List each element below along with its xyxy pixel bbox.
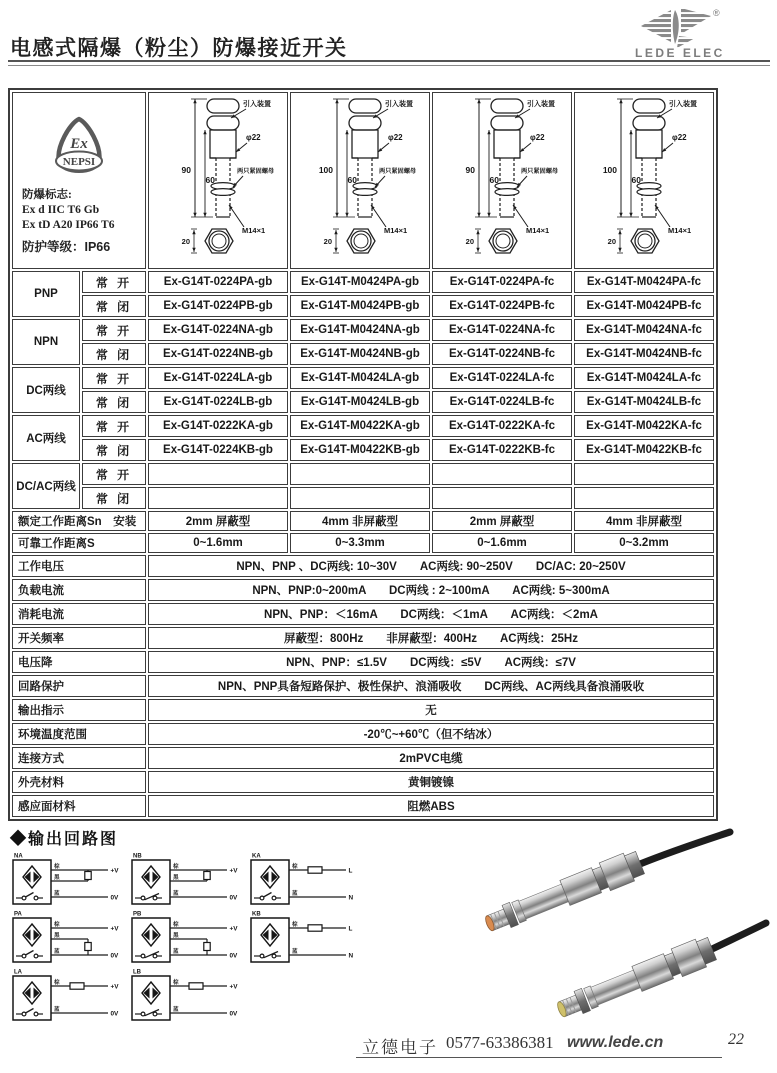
state-cell: 常 开 — [82, 415, 146, 437]
type-cell: DC两线 — [12, 367, 80, 413]
model-cell: Ex-G14T-0222KA-fc — [432, 415, 572, 437]
type-cell: DC/AC两线 — [12, 463, 80, 509]
model-cell: Ex-G14T-0224LB-gb — [148, 391, 288, 413]
svg-text:M14×1: M14×1 — [384, 226, 408, 235]
svg-text:φ22: φ22 — [388, 133, 403, 142]
protection-grade: 防护等级：IP66 — [22, 239, 111, 254]
model-cell: Ex-G14T-0224PB-fc — [432, 295, 572, 317]
type-cell: PNP — [12, 271, 80, 317]
dimension-diagram — [293, 93, 427, 268]
table-row — [12, 415, 714, 437]
svg-text:蓝: 蓝 — [292, 891, 298, 897]
spec-label: 感应面材料 — [12, 795, 146, 817]
spec-value: NPN、PNP：＜16mA DC两线：＜1mA AC两线：＜2mA — [148, 603, 714, 625]
svg-text:PA: PA — [14, 911, 22, 918]
model-cell: Ex-G14T-M0422KB-gb — [290, 439, 430, 461]
model-cell: Ex-G14T-0224PA-fc — [432, 271, 572, 293]
table-row — [12, 463, 714, 485]
circuit-diagram-PB — [131, 909, 249, 965]
svg-text:0V: 0V — [229, 1010, 238, 1018]
svg-text:100: 100 — [318, 165, 333, 175]
model-cell: Ex-G14T-M0424NB-gb — [290, 343, 430, 365]
model-cell: Ex-G14T-0224NB-fc — [432, 343, 572, 365]
state-cell: 常 开 — [82, 463, 146, 485]
svg-text:棕: 棕 — [292, 864, 298, 870]
type-cell: AC两线 — [12, 415, 80, 461]
table-row — [12, 747, 714, 769]
svg-text:两只紧固螺母: 两只紧固螺母 — [379, 168, 417, 175]
circuit-diagram-NA — [12, 851, 130, 907]
table-row — [12, 771, 714, 793]
model-cell: Ex-G14T-0224NB-gb — [148, 343, 288, 365]
svg-text:两只紧固螺母: 两只紧固螺母 — [521, 168, 559, 175]
spec-label: 开关频率 — [12, 627, 146, 649]
svg-text:KA: KA — [252, 853, 261, 860]
drawing-row — [12, 92, 714, 269]
spec-value: 阻燃ABS — [148, 795, 714, 817]
model-cell: Ex-G14T-0224LA-fc — [432, 367, 572, 389]
spec-value: 0~3.2mm — [574, 533, 714, 553]
spec-value: 黄铜镀镍 — [148, 771, 714, 793]
svg-text:φ22: φ22 — [672, 133, 687, 142]
table-row — [12, 343, 714, 365]
table-row — [12, 627, 714, 649]
state-cell: 常 闭 — [82, 391, 146, 413]
cert-line: Ex tD A20 IP66 T6 — [22, 218, 115, 231]
svg-text:棕: 棕 — [54, 922, 60, 928]
model-cell: Ex-G14T-M0422KB-fc — [574, 439, 714, 461]
model-cell: Ex-G14T-M0424LB-fc — [574, 391, 714, 413]
spec-label: 环境温度范围 — [12, 723, 146, 745]
svg-text:引入装置: 引入装置 — [243, 101, 271, 108]
table-row — [12, 511, 714, 531]
model-cell — [432, 463, 572, 485]
logo-text: LEDE ELEC — [635, 46, 725, 60]
svg-text:L: L — [348, 925, 353, 933]
svg-text:+V: +V — [110, 983, 119, 991]
svg-text:φ22: φ22 — [530, 133, 545, 142]
spec-value: 0~3.3mm — [290, 533, 430, 553]
section-title-output-circuits: ◆输出回路图 — [10, 831, 119, 848]
cert-line: Ex d IIC T6 Gb — [22, 204, 100, 217]
spec-value: 4mm 非屏蔽型 — [574, 511, 714, 531]
circuit-diagram-NB — [131, 851, 249, 907]
state-cell: 常 开 — [82, 319, 146, 341]
model-cell: Ex-G14T-M0422KA-fc — [574, 415, 714, 437]
svg-text:黑: 黑 — [54, 933, 60, 939]
svg-text:90: 90 — [465, 165, 475, 175]
svg-text:棕: 棕 — [173, 864, 179, 870]
spec-value: 4mm 非屏蔽型 — [290, 511, 430, 531]
table-row — [12, 579, 714, 601]
spec-table — [8, 88, 718, 821]
svg-text:NEPSI: NEPSI — [62, 156, 96, 169]
svg-text:+V: +V — [229, 867, 238, 875]
model-cell — [574, 487, 714, 509]
svg-text:20: 20 — [323, 237, 332, 246]
svg-text:黑: 黑 — [173, 875, 179, 881]
svg-text:LB: LB — [133, 969, 141, 976]
product-photo-sensor-1 — [481, 832, 730, 938]
footer-company: 立德电子 — [362, 1038, 438, 1057]
state-cell: 常 开 — [82, 367, 146, 389]
table-row — [12, 675, 714, 697]
svg-text:+V: +V — [110, 867, 119, 875]
spec-label: 可靠工作距离S — [12, 533, 146, 553]
svg-text:0V: 0V — [229, 952, 238, 960]
model-cell: Ex-G14T-0224LA-gb — [148, 367, 288, 389]
model-cell: Ex-G14T-0222KB-fc — [432, 439, 572, 461]
svg-text:60: 60 — [489, 175, 499, 185]
lede-logo-icon — [641, 8, 711, 48]
svg-text:棕: 棕 — [173, 922, 179, 928]
circuit-diagram-KA — [250, 851, 368, 907]
product-photos — [400, 828, 777, 1031]
svg-text:100: 100 — [602, 165, 617, 175]
svg-text:60: 60 — [205, 175, 215, 185]
svg-text:蓝: 蓝 — [54, 891, 60, 897]
svg-text:PB: PB — [133, 911, 142, 918]
model-cell: Ex-G14T-M0424PA-gb — [290, 271, 430, 293]
svg-text:棕: 棕 — [292, 922, 298, 928]
svg-text:N: N — [348, 952, 354, 960]
spec-value: 0~1.6mm — [148, 533, 288, 553]
spec-value: 2mm 屏蔽型 — [148, 511, 288, 531]
svg-text:0V: 0V — [229, 894, 238, 902]
spec-value: 无 — [148, 699, 714, 721]
model-cell: Ex-G14T-M0424LA-gb — [290, 367, 430, 389]
svg-text:60: 60 — [347, 175, 357, 185]
dimension-diagram — [435, 93, 569, 268]
model-cell: Ex-G14T-M0424LA-fc — [574, 367, 714, 389]
table-row — [12, 533, 714, 553]
model-cell: Ex-G14T-0222KA-gb — [148, 415, 288, 437]
svg-text:+V: +V — [229, 925, 238, 933]
svg-text:90: 90 — [181, 165, 191, 175]
circuit-grid — [12, 851, 384, 1027]
spec-label: 外壳材料 — [12, 771, 146, 793]
model-cell: Ex-G14T-M0424PB-gb — [290, 295, 430, 317]
model-cell: Ex-G14T-0224KB-gb — [148, 439, 288, 461]
svg-text:LA: LA — [14, 969, 22, 976]
circuit-diagram-PA — [12, 909, 130, 965]
svg-text:引入装置: 引入装置 — [669, 101, 697, 108]
model-cell: Ex-G14T-0224PB-gb — [148, 295, 288, 317]
svg-text:60: 60 — [631, 175, 641, 185]
model-cell — [290, 487, 430, 509]
table-row — [12, 391, 714, 413]
svg-text:φ22: φ22 — [246, 133, 261, 142]
model-cell: Ex-G14T-M0424LB-gb — [290, 391, 430, 413]
state-cell: 常 闭 — [82, 487, 146, 509]
spec-value: 2mm 屏蔽型 — [432, 511, 572, 531]
spec-label: 电压降 — [12, 651, 146, 673]
svg-text:M14×1: M14×1 — [526, 226, 550, 235]
table-row — [12, 271, 714, 293]
model-cell: Ex-G14T-M0424PB-fc — [574, 295, 714, 317]
svg-text:+V: +V — [110, 925, 119, 933]
svg-text:20: 20 — [181, 237, 190, 246]
spec-label: 负载电流 — [12, 579, 146, 601]
header-rule-thick — [8, 60, 770, 62]
svg-text:0V: 0V — [110, 952, 119, 960]
footer-rule — [356, 1057, 722, 1058]
ex-nepsi-logo — [27, 114, 131, 186]
svg-text:黑: 黑 — [173, 933, 179, 939]
svg-text:M14×1: M14×1 — [242, 226, 266, 235]
svg-text:0V: 0V — [110, 1010, 119, 1018]
model-cell — [290, 463, 430, 485]
model-cell: Ex-G14T-0224PA-gb — [148, 271, 288, 293]
table-row — [12, 295, 714, 317]
svg-text:引入装置: 引入装置 — [527, 101, 555, 108]
spec-value: NPN、PNP：≤1.5V DC两线：≤5V AC两线：≤7V — [148, 651, 714, 673]
spec-value: -20℃~+60℃（但不结冰） — [148, 723, 714, 745]
cert-line: 防爆标志: — [22, 189, 72, 202]
model-cell — [148, 463, 288, 485]
model-cell: Ex-G14T-0224LB-fc — [432, 391, 572, 413]
spec-value: NPN、PNP 、DC两线: 10~30V AC两线: 90~250V DC/AC: 20~250V — [148, 555, 714, 577]
lede-logo — [633, 4, 743, 65]
svg-text:NB: NB — [133, 853, 142, 860]
table-row — [12, 439, 714, 461]
spec-label: 消耗电流 — [12, 603, 146, 625]
svg-text:棕: 棕 — [173, 980, 179, 986]
svg-text:蓝: 蓝 — [173, 1007, 179, 1013]
model-cell: Ex-G14T-M0424NA-fc — [574, 319, 714, 341]
svg-text:棕: 棕 — [54, 980, 60, 986]
svg-text:蓝: 蓝 — [54, 1007, 60, 1013]
footer-website[interactable]: www.lede.cn — [567, 1034, 664, 1051]
spec-label: 连接方式 — [12, 747, 146, 769]
circuit-diagram-KB — [250, 909, 368, 965]
certification-cell — [12, 92, 146, 269]
dimension-diagram — [577, 93, 711, 268]
model-cell: Ex-G14T-M0424NB-fc — [574, 343, 714, 365]
model-cell: Ex-G14T-0224NA-fc — [432, 319, 572, 341]
state-cell: 常 开 — [82, 271, 146, 293]
dimension-diagram — [151, 93, 285, 268]
spec-label: 输出指示 — [12, 699, 146, 721]
svg-text:KB: KB — [252, 911, 261, 918]
model-cell: Ex-G14T-0224NA-gb — [148, 319, 288, 341]
svg-text:两只紧固螺母: 两只紧固螺母 — [237, 168, 275, 175]
svg-text:Ex: Ex — [70, 136, 88, 153]
svg-text:20: 20 — [607, 237, 616, 246]
type-cell: NPN — [12, 319, 80, 365]
table-row — [12, 699, 714, 721]
svg-text:蓝: 蓝 — [54, 949, 60, 955]
model-cell — [574, 463, 714, 485]
table-row — [12, 555, 714, 577]
state-cell: 常 闭 — [82, 295, 146, 317]
footer-phone: 0577-63386381 — [446, 1033, 554, 1052]
spec-value: 0~1.6mm — [432, 533, 572, 553]
svg-text:蓝: 蓝 — [292, 949, 298, 955]
svg-text:引入装置: 引入装置 — [385, 101, 413, 108]
product-photo-sensor-2 — [553, 923, 766, 1024]
spec-label: 工作电压 — [12, 555, 146, 577]
registered-icon: ® — [713, 8, 720, 18]
svg-text:N: N — [348, 894, 354, 902]
state-cell: 常 闭 — [82, 439, 146, 461]
spec-value: NPN、PNP具备短路保护、极性保护、浪涌吸收 DC两线、AC两线具备浪涌吸收 — [148, 675, 714, 697]
spec-label: 回路保护 — [12, 675, 146, 697]
spec-label: 额定工作距离Sn 安装 — [12, 511, 146, 531]
table-row — [12, 723, 714, 745]
svg-text:M14×1: M14×1 — [668, 226, 692, 235]
model-cell: Ex-G14T-M0424PA-fc — [574, 271, 714, 293]
svg-text:黑: 黑 — [54, 875, 60, 881]
svg-text:蓝: 蓝 — [173, 891, 179, 897]
circuit-diagram-LB — [131, 967, 249, 1023]
table-row — [12, 487, 714, 509]
table-row — [12, 319, 714, 341]
model-cell — [432, 487, 572, 509]
table-row — [12, 603, 714, 625]
model-cell: Ex-G14T-M0422KA-gb — [290, 415, 430, 437]
header-rule-thin — [8, 65, 770, 66]
svg-text:0V: 0V — [110, 894, 119, 902]
table-row — [12, 795, 714, 817]
svg-text:20: 20 — [465, 237, 474, 246]
svg-text:NA: NA — [14, 853, 23, 860]
svg-text:蓝: 蓝 — [173, 949, 179, 955]
svg-text:L: L — [348, 867, 353, 875]
model-cell: Ex-G14T-M0424NA-gb — [290, 319, 430, 341]
spec-value: NPN、PNP:0~200mA DC两线 : 2~100mA AC两线: 5~300mA — [148, 579, 714, 601]
spec-value: 2mPVC电缆 — [148, 747, 714, 769]
svg-text:+V: +V — [229, 983, 238, 991]
table-row — [12, 367, 714, 389]
page-number: 22 — [728, 1031, 744, 1048]
table-row — [12, 651, 714, 673]
svg-text:棕: 棕 — [54, 864, 60, 870]
circuit-diagram-LA — [12, 967, 130, 1023]
spec-value: 屏蔽型：800Hz 非屏蔽型：400Hz AC两线：25Hz — [148, 627, 714, 649]
page-title: 电感式隔爆（粉尘）防爆接近开关 — [10, 36, 348, 60]
model-cell — [148, 487, 288, 509]
state-cell: 常 闭 — [82, 343, 146, 365]
